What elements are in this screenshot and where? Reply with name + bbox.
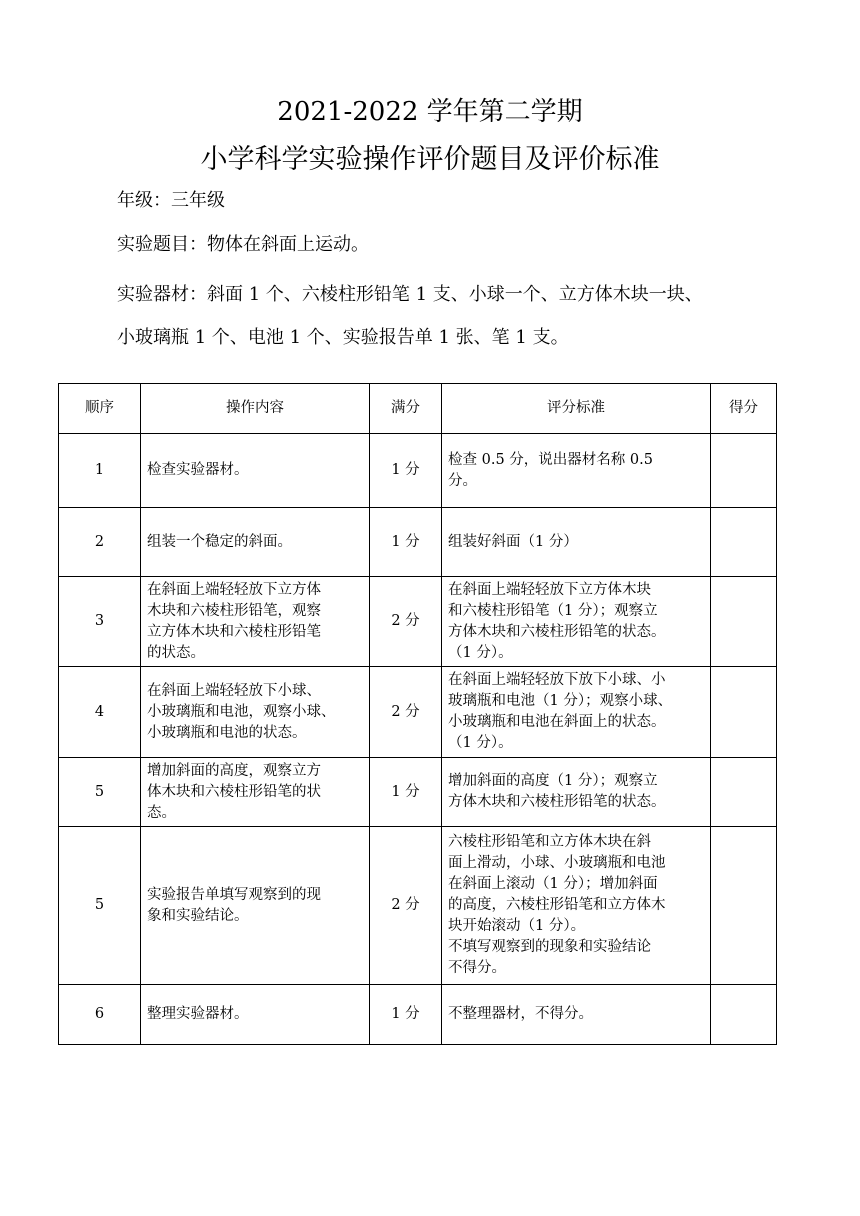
header-full-score: 满分 (370, 384, 442, 434)
row-content: 组装一个稳定的斜面。 (141, 508, 370, 577)
row-score-cell[interactable] (711, 577, 777, 667)
table-row (59, 508, 777, 577)
table-row (59, 434, 777, 508)
table-row (59, 577, 777, 667)
row-full-score: 1 分 (370, 434, 442, 508)
row-full-score: 1 分 (370, 758, 442, 827)
row-content: 实验报告单填写观察到的现 象和实验结论。 (141, 827, 370, 985)
table-row (59, 758, 777, 827)
row-full-score: 1 分 (370, 508, 442, 577)
row-criteria: 增加斜面的高度（1 分）；观察立 方体木块和六棱柱形铅笔的状态。 (442, 758, 711, 827)
row-content: 增加斜面的高度，观察立方 体木块和六棱柱形铅笔的状 态。 (141, 758, 370, 827)
document-title-main: 小学科学实验操作评价题目及评价标准 (200, 144, 660, 175)
table-header-row (59, 384, 777, 434)
row-order: 1 (59, 434, 141, 508)
row-full-score: 2 分 (370, 827, 442, 985)
row-order: 4 (59, 667, 141, 758)
table-row (59, 985, 777, 1045)
row-order: 5 (59, 827, 141, 985)
header-operation-content: 操作内容 (141, 384, 370, 434)
row-criteria: 六棱柱形铅笔和立方体木块在斜 面上滑动，小球、小玻璃瓶和电池 在斜面上滚动（1 分）；增加斜面 的高度，六棱柱形铅笔和立方体木 块开始滚动（1 分）。 不填写观察到的现象和实验结论 不得分。 (442, 827, 711, 985)
row-criteria: 组装好斜面（1 分） (442, 508, 711, 577)
header-order: 顺序 (59, 384, 141, 434)
row-criteria: 在斜面上端轻轻放下放下小球、小 玻璃瓶和电池（1 分）；观察小球、 小玻璃瓶和电池在斜面上的状态。 （1 分）。 (442, 667, 711, 758)
row-score-cell[interactable] (711, 985, 777, 1045)
row-full-score: 1 分 (370, 985, 442, 1045)
evaluation-table (58, 383, 777, 1045)
row-order: 6 (59, 985, 141, 1045)
row-content: 在斜面上端轻轻放下小球、 小玻璃瓶和电池，观察小球、 小玻璃瓶和电池的状态。 (141, 667, 370, 758)
materials-line-2: 小玻璃瓶 1 个、电池 1 个、实验报告单 1 张、笔 1 支。 (117, 327, 569, 348)
row-score-cell[interactable] (711, 758, 777, 827)
table-row (59, 827, 777, 985)
experiment-topic-line: 实验题目：物体在斜面上运动。 (117, 234, 369, 255)
grade-line: 年级：三年级 (117, 190, 225, 211)
row-content: 检查实验器材。 (141, 434, 370, 508)
row-order: 2 (59, 508, 141, 577)
header-scoring-criteria: 评分标准 (442, 384, 711, 434)
row-criteria: 不整理器材，不得分。 (442, 985, 711, 1045)
row-full-score: 2 分 (370, 577, 442, 667)
row-criteria: 在斜面上端轻轻放下立方体木块 和六棱柱形铅笔（1 分）；观察立 方体木块和六棱柱形铅笔的状态。 （1 分）。 (442, 577, 711, 667)
row-score-cell[interactable] (711, 434, 777, 508)
row-order: 3 (59, 577, 141, 667)
row-order: 5 (59, 758, 141, 827)
table-row (59, 667, 777, 758)
row-content: 整理实验器材。 (141, 985, 370, 1045)
row-full-score: 2 分 (370, 667, 442, 758)
header-score-obtained: 得分 (711, 384, 777, 434)
row-content: 在斜面上端轻轻放下立方体 木块和六棱柱形铅笔，观察 立方体木块和六棱柱形铅笔 的状态。 (141, 577, 370, 667)
row-score-cell[interactable] (711, 508, 777, 577)
document-title-term: 2021-2022 学年第二学期 (277, 97, 583, 127)
row-score-cell[interactable] (711, 667, 777, 758)
materials-line-1: 实验器材：斜面 1 个、六棱柱形铅笔 1 支、小球一个、立方体木块一块、 (117, 284, 703, 305)
row-score-cell[interactable] (711, 827, 777, 985)
row-criteria: 检查 0.5 分，说出器材名称 0.5 分。 (442, 434, 711, 508)
